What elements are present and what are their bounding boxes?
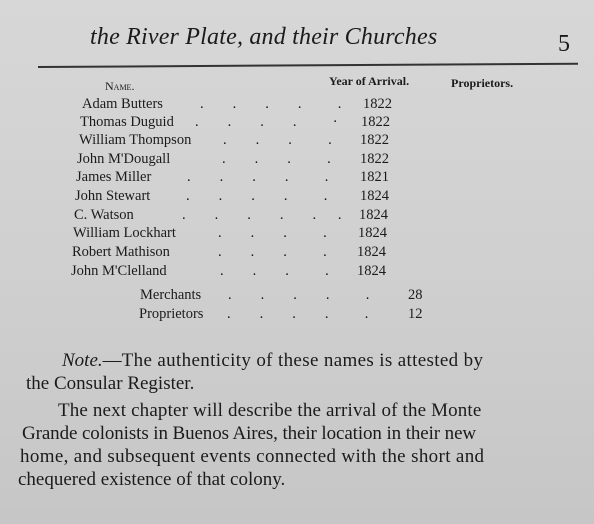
dot-leaders: . . . . xyxy=(223,132,332,148)
page-number: 5 xyxy=(558,31,570,57)
dot-leaders: . . . . xyxy=(218,244,327,260)
dot-leaders: . . . . . xyxy=(186,188,328,204)
note-line-1 xyxy=(62,350,483,371)
column-header-year: Year of Arrival. xyxy=(329,74,410,88)
running-head: the River Plate, and their Churches xyxy=(90,24,438,50)
entry-name: C. Watson xyxy=(74,207,134,223)
note-dash: — xyxy=(102,350,122,371)
summary-row xyxy=(139,305,429,323)
summary-label: Merchants xyxy=(140,287,202,303)
table-row xyxy=(71,262,391,280)
entry-year: 1824 xyxy=(358,225,387,241)
table-row xyxy=(77,150,397,168)
paragraph-line-3: home, and subsequent events connected with the short and xyxy=(20,446,485,467)
dot-leaders: . . . . . xyxy=(228,287,370,303)
column-header-proprietors: Proprietors. xyxy=(451,76,514,90)
dot-leaders: . . . . xyxy=(220,263,329,279)
table-row xyxy=(72,243,392,261)
entry-name: John Stewart xyxy=(75,188,151,204)
entry-name: John M'Clelland xyxy=(71,263,167,279)
header-rule xyxy=(38,63,578,68)
dot-leaders: . . . . xyxy=(222,151,331,167)
dot-leaders: . . . . · xyxy=(195,114,338,130)
summary-value: 12 xyxy=(408,306,423,322)
dot-leaders: . . . . . xyxy=(200,96,342,112)
paragraph-line-2: Grande colonists in Buenos Aires, their location in their new xyxy=(22,423,477,444)
entry-name: John M'Dougall xyxy=(77,151,171,167)
entry-year: 1824 xyxy=(359,207,388,223)
table-row xyxy=(73,224,393,242)
table-row xyxy=(82,95,402,113)
dot-leaders: . . . . . . xyxy=(182,207,342,223)
entry-year: 1824 xyxy=(357,244,386,260)
entry-year: 1822 xyxy=(360,132,389,148)
table-row xyxy=(76,168,396,186)
table-row xyxy=(79,131,399,149)
entry-year: 1822 xyxy=(361,114,390,130)
entry-name: Robert Mathison xyxy=(72,244,170,260)
table-row xyxy=(80,113,400,131)
summary-label: Proprietors xyxy=(139,306,204,322)
dot-leaders: . . . . . xyxy=(187,169,329,185)
entry-name: Thomas Duguid xyxy=(80,114,174,130)
entry-year: 1824 xyxy=(357,263,386,279)
column-header-name: Name. xyxy=(105,79,135,93)
summary-row xyxy=(140,286,430,304)
summary-value: 28 xyxy=(408,287,423,303)
entry-name: Adam Butters xyxy=(82,96,163,112)
entry-year: 1822 xyxy=(363,96,392,112)
entry-year: 1821 xyxy=(360,169,389,185)
note-lead: Note. xyxy=(62,350,103,371)
paragraph-line-1: The next chapter will describe the arrival of the Monte xyxy=(58,400,482,421)
dot-leaders: . . . . xyxy=(218,225,327,241)
note-line-2: the Consular Register. xyxy=(26,373,195,394)
table-row xyxy=(74,206,394,224)
dot-leaders: . . . . . xyxy=(227,306,369,322)
entry-year: 1822 xyxy=(360,151,389,167)
note-text: The authenticity of these names is attested by xyxy=(121,350,484,371)
entry-name: William Thompson xyxy=(79,132,192,148)
table-row xyxy=(75,187,395,205)
entry-name: William Lockhart xyxy=(73,225,176,241)
entry-year: 1824 xyxy=(360,188,389,204)
entry-name: James Miller xyxy=(76,169,152,185)
paragraph-line-4: chequered existence of that colony. xyxy=(18,469,286,490)
